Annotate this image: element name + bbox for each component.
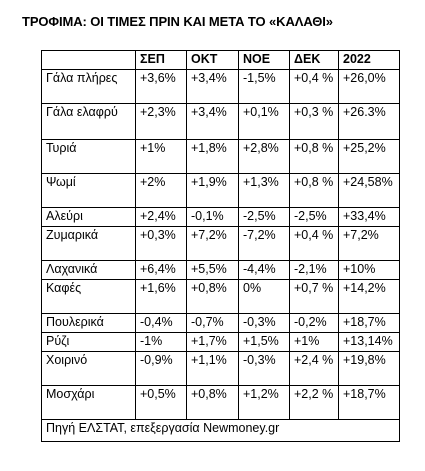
value-noe: +1,5% bbox=[239, 333, 290, 352]
price-change-table bbox=[41, 50, 400, 442]
table-row bbox=[42, 174, 400, 208]
row-name: Καφές bbox=[42, 280, 136, 314]
table-row bbox=[42, 280, 400, 314]
value-noe: +1,2% bbox=[239, 386, 290, 420]
value-sep: +2% bbox=[136, 174, 187, 208]
table-row bbox=[42, 261, 400, 280]
row-name: Ψωμί bbox=[42, 174, 136, 208]
value-okt: +1,7% bbox=[187, 333, 239, 352]
row-name: Γάλα πλήρες bbox=[42, 70, 136, 104]
table-row bbox=[42, 70, 400, 104]
value-noe: +0,1% bbox=[239, 104, 290, 140]
table-header-row bbox=[42, 51, 400, 70]
row-name: Αλεύρι bbox=[42, 208, 136, 227]
value-dek: +0,8 % bbox=[290, 140, 339, 174]
value-dek: +0,7 % bbox=[290, 280, 339, 314]
value-2022: +7,2% bbox=[339, 227, 400, 261]
value-dek: +1% bbox=[290, 333, 339, 352]
table-row bbox=[42, 314, 400, 333]
source-note: Πηγή ΕΛΣΤΑΤ, επεξεργασία Newmoney.gr bbox=[42, 420, 400, 442]
value-sep: +3,6% bbox=[136, 70, 187, 104]
header-cell-blank bbox=[42, 51, 136, 70]
value-sep: +1,6% bbox=[136, 280, 187, 314]
table-row bbox=[42, 104, 400, 140]
value-noe: -2,5% bbox=[239, 208, 290, 227]
table-row bbox=[42, 208, 400, 227]
value-sep: +0,3% bbox=[136, 227, 187, 261]
header-cell-2022: 2022 bbox=[339, 51, 400, 70]
row-name: Μοσχάρι bbox=[42, 386, 136, 420]
value-okt: +1,1% bbox=[187, 352, 239, 386]
value-okt: +3,4% bbox=[187, 104, 239, 140]
value-okt: +1,9% bbox=[187, 174, 239, 208]
value-noe: -1,5% bbox=[239, 70, 290, 104]
row-name: Χοιρινό bbox=[42, 352, 136, 386]
value-sep: +1% bbox=[136, 140, 187, 174]
value-sep: +6,4% bbox=[136, 261, 187, 280]
value-okt: +0,8% bbox=[187, 280, 239, 314]
value-2022: +18,7% bbox=[339, 386, 400, 420]
value-noe: 0% bbox=[239, 280, 290, 314]
value-2022: +26.3% bbox=[339, 104, 400, 140]
row-name: Ζυμαρικά bbox=[42, 227, 136, 261]
value-okt: -0,1% bbox=[187, 208, 239, 227]
row-name: Ρύζι bbox=[42, 333, 136, 352]
table-row bbox=[42, 140, 400, 174]
value-okt: +0,8% bbox=[187, 386, 239, 420]
value-okt: +7,2% bbox=[187, 227, 239, 261]
table-row bbox=[42, 386, 400, 420]
value-noe: -0,3% bbox=[239, 352, 290, 386]
value-okt: +3,4% bbox=[187, 70, 239, 104]
value-2022: +10% bbox=[339, 261, 400, 280]
value-dek: +0,8 % bbox=[290, 174, 339, 208]
row-name: Λαχανικά bbox=[42, 261, 136, 280]
value-dek: +0,3 % bbox=[290, 104, 339, 140]
value-sep: +2,4% bbox=[136, 208, 187, 227]
value-dek: -0,2% bbox=[290, 314, 339, 333]
row-name: Τυριά bbox=[42, 140, 136, 174]
value-dek: +0,4 % bbox=[290, 227, 339, 261]
value-sep: -0,9% bbox=[136, 352, 187, 386]
value-dek: +0,4 % bbox=[290, 70, 339, 104]
value-noe: -7,2% bbox=[239, 227, 290, 261]
value-noe: +1,3% bbox=[239, 174, 290, 208]
value-2022: +26,0% bbox=[339, 70, 400, 104]
value-2022: +24,58% bbox=[339, 174, 400, 208]
page-title: ΤΡΟΦΙΜΑ: ΟΙ ΤΙΜΕΣ ΠΡΙΝ ΚΑΙ ΜΕΤΑ ΤΟ «ΚΑΛΑΘΙ» bbox=[22, 14, 333, 29]
table-row bbox=[42, 227, 400, 261]
value-okt: +5,5% bbox=[187, 261, 239, 280]
value-2022: +18,7% bbox=[339, 314, 400, 333]
value-dek: -2,1% bbox=[290, 261, 339, 280]
value-noe: -0,3% bbox=[239, 314, 290, 333]
table-row bbox=[42, 352, 400, 386]
value-dek: -2,5% bbox=[290, 208, 339, 227]
value-dek: +2,2 % bbox=[290, 386, 339, 420]
row-name: Γάλα ελαφρύ bbox=[42, 104, 136, 140]
value-noe: -4,4% bbox=[239, 261, 290, 280]
value-sep: +2,3% bbox=[136, 104, 187, 140]
header-cell-sep: ΣΕΠ bbox=[136, 51, 187, 70]
header-cell-noe: ΝΟΕ bbox=[239, 51, 290, 70]
value-okt: -0,7% bbox=[187, 314, 239, 333]
value-2022: +33,4% bbox=[339, 208, 400, 227]
value-okt: +1,8% bbox=[187, 140, 239, 174]
value-2022: +14,2% bbox=[339, 280, 400, 314]
value-2022: +25,2% bbox=[339, 140, 400, 174]
table-footer-row bbox=[42, 420, 400, 442]
value-sep: -0,4% bbox=[136, 314, 187, 333]
value-sep: +0,5% bbox=[136, 386, 187, 420]
value-2022: +19,8% bbox=[339, 352, 400, 386]
header-cell-dek: ΔΕΚ bbox=[290, 51, 339, 70]
table-row bbox=[42, 333, 400, 352]
value-dek: +2,4 % bbox=[290, 352, 339, 386]
value-2022: +13,14% bbox=[339, 333, 400, 352]
header-cell-okt: ΟΚΤ bbox=[187, 51, 239, 70]
value-sep: -1% bbox=[136, 333, 187, 352]
row-name: Πουλερικά bbox=[42, 314, 136, 333]
value-noe: +2,8% bbox=[239, 140, 290, 174]
